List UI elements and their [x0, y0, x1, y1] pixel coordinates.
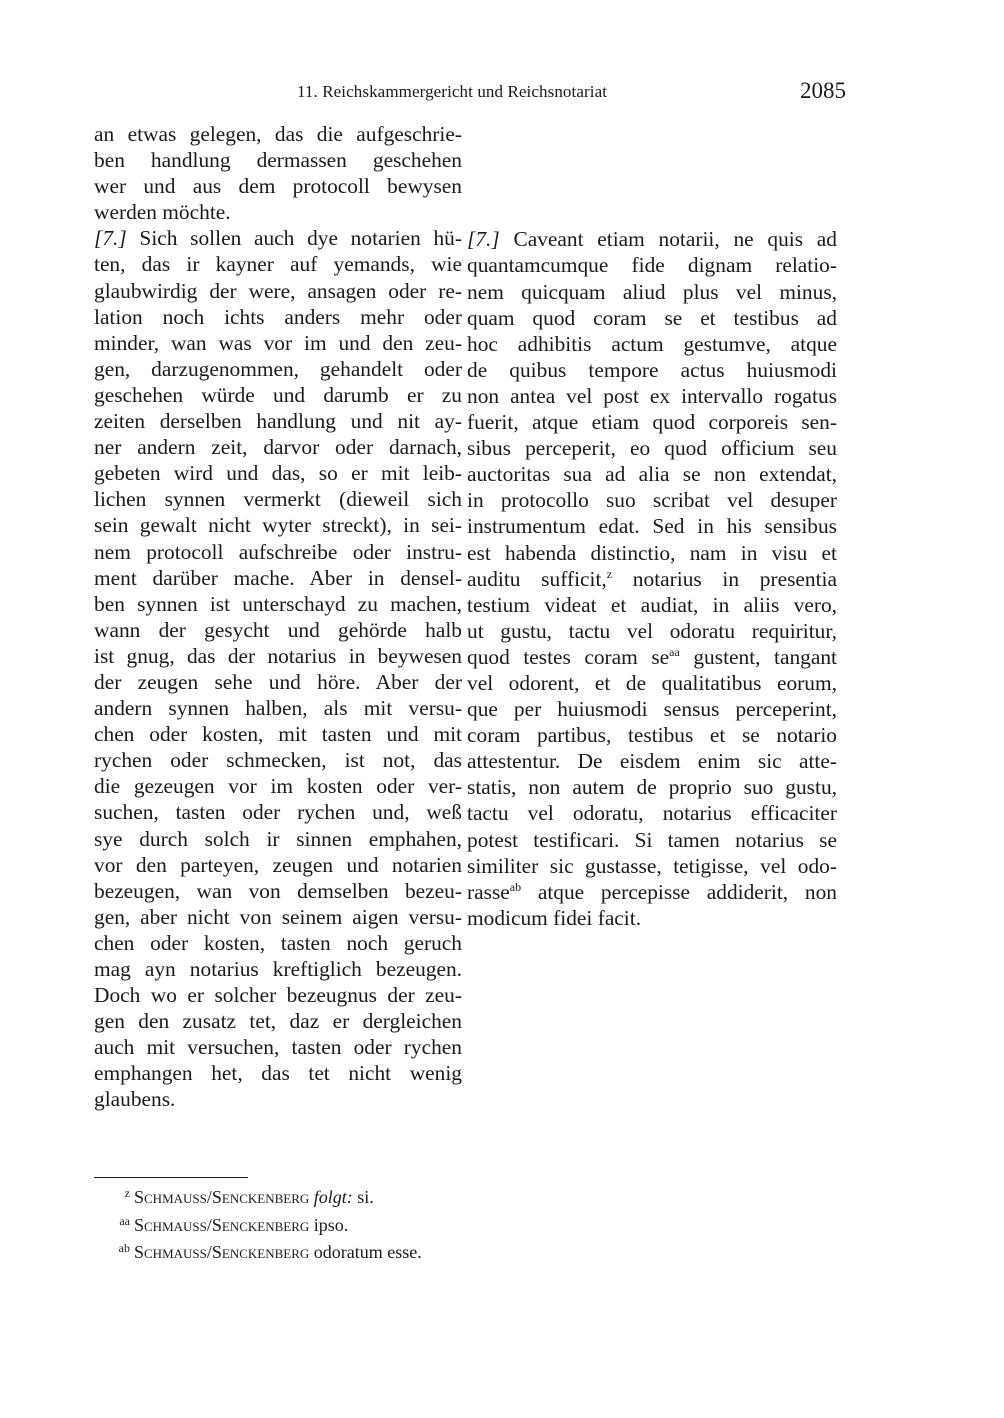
- german-text-column: [94, 121, 462, 1113]
- footnote: [94, 1210, 422, 1238]
- text-line: que per huiusmodi sensus perceperint,: [467, 697, 837, 722]
- page-number: 2085: [800, 78, 846, 103]
- footnote-note: ipso.: [309, 1214, 349, 1235]
- text-line: geschehen würde und darumb er zu: [94, 382, 462, 407]
- footnote-reference[interactable]: z: [606, 566, 613, 581]
- text-line: sye durch solch ir sinnen emphahen,: [94, 826, 462, 851]
- text-line: de quibus tempore actus huiusmodi: [467, 357, 837, 382]
- footnote-note: si.: [352, 1187, 374, 1207]
- footnote-mark: aa: [119, 1213, 130, 1228]
- text-line: auditu sufficit,$^z$ notarius in presentia: [467, 566, 837, 591]
- text-line: chen oder kosten, tasten noch geruch: [94, 930, 462, 955]
- text-line: gebeten wird und das, so er mit leib-: [94, 461, 462, 486]
- running-head: [94, 78, 846, 108]
- footnote-mark: ab: [118, 1241, 130, 1255]
- text-line: minder, wan was vor im und den zeu-: [94, 330, 462, 355]
- text-line: ten, das ir kayner auf yemands, wie: [94, 252, 462, 277]
- text-line: ment darüber mache. Aber in densel-: [94, 565, 462, 590]
- text-line: sibus perceperit, eo quod officium seu: [467, 436, 837, 461]
- text-line: an etwas gelegen, das die aufgeschrie-: [94, 122, 462, 146]
- text-line: nem protocoll aufschreibe oder instru-: [94, 539, 462, 564]
- footnote-reference[interactable]: ab: [509, 879, 522, 894]
- text-line: hoc adhibitis actum gestumve, atque: [467, 331, 837, 356]
- text-line: in protocollo suo scribat vel desuper: [467, 488, 837, 513]
- text-line: ut gustu, tactu vel odoratu requiritur,: [467, 618, 837, 643]
- text-line: ner andern zeit, darvor oder darnach,: [94, 435, 462, 460]
- text-line: testium videat et audiat, in aliis vero,: [467, 592, 837, 617]
- footnote-note: odoratum esse.: [309, 1242, 422, 1262]
- text-line: tactu vel odoratu, notarius efficaciter: [467, 801, 837, 826]
- text-line: gen, aber nicht von seinem aigen versu-: [94, 904, 462, 929]
- text-line: vor den parteyen, zeugen und notarien: [94, 852, 462, 877]
- text-line: quam quod coram se et testibus ad: [467, 305, 837, 330]
- text-line: lation noch ichts anders mehr oder: [94, 304, 462, 329]
- text-line: ben synnen ist unterschayd zu machen,: [94, 591, 462, 616]
- footnote-mark: z: [124, 1186, 130, 1200]
- text-line: die gezeugen vor im kosten oder ver-: [94, 774, 462, 799]
- text-line: auctoritas sua ad alia se non extendat,: [467, 462, 837, 487]
- text-line: wer und aus dem protocoll bewysen: [94, 174, 462, 199]
- text-line: rasse$^{ab}$ atque percepisse addiderit, non: [467, 879, 837, 904]
- footnote-note-italic: folgt:: [313, 1187, 353, 1207]
- footnote-source: Schmauss/Senckenberg: [134, 1187, 310, 1207]
- running-title-text: 11. Reichskammergericht und Reichsnotariat: [296, 82, 608, 101]
- text-line: lichen synnen vermerkt (dieweil sich: [94, 487, 462, 512]
- text-line: mag ayn notarius kreftiglich bezeugen.: [94, 957, 462, 981]
- text-line: rychen oder schmecken, ist not, das: [94, 748, 462, 773]
- text-line: instrumentum edat. Sed in his sensibus: [467, 514, 837, 539]
- footnote: [94, 1237, 422, 1265]
- text-line: potest testificari. Si tamen notarius se: [467, 827, 837, 852]
- text-line: andern synnen halben, als mit versu-: [94, 696, 462, 721]
- footnote-reference[interactable]: aa: [669, 644, 680, 659]
- text-line: coram partibus, testibus et se notario: [467, 723, 837, 748]
- text-line: ist gnug, das der notarius in beywesen: [94, 643, 462, 668]
- text-line: fuerit, atque etiam quod corporeis sen-: [467, 410, 837, 435]
- text-line: wann der gesycht und gehörde halb: [94, 617, 462, 642]
- text-line: statis, non autem de proprio suo gustu,: [467, 775, 837, 800]
- text-line: zeiten derselben handlung und nit ay-: [94, 409, 462, 434]
- text-line: est habenda distinctio, nam in visu et: [467, 540, 837, 565]
- text-line: non antea vel post ex intervallo rogatus: [467, 383, 837, 408]
- text-line: similiter sic gustasse, tetigisse, vel odo-: [467, 853, 837, 878]
- footnote-source: Schmauss/Senckenberg: [134, 1242, 310, 1262]
- text-line: modicum fidei facit.: [467, 905, 642, 930]
- footnote-source: Schmauss/Senckenberg: [134, 1214, 310, 1235]
- text-line: auch mit versuchen, tasten oder rychen: [94, 1035, 462, 1060]
- text-line: [7.] Sich sollen auch dye notarien hü-: [94, 226, 462, 251]
- footnotes: [94, 1182, 422, 1265]
- text-line: chen oder kosten, mit tasten und mit: [94, 722, 462, 747]
- latin-text-column: [467, 226, 837, 931]
- text-line: attestentur. De eisdem enim sic atte-: [467, 749, 837, 774]
- text-line: glaubens.: [94, 1087, 176, 1112]
- text-line: gen, darzugenommen, gehandelt oder: [94, 356, 462, 381]
- text-line: quantamcumque fide dignam relatio-: [467, 253, 837, 278]
- paragraph-marker: [7.]: [94, 226, 127, 251]
- footnote: [94, 1182, 422, 1210]
- text-line: suchen, tasten oder rychen und, weß: [94, 800, 462, 825]
- text-line: glaubwirdig der were, ansagen oder re-: [94, 278, 462, 303]
- text-line: quod testes coram $se^{aa}$ gustent, tangant: [467, 644, 837, 669]
- paragraph-marker: [7.]: [467, 227, 500, 252]
- running-title: [94, 82, 846, 102]
- text-line: bezeugen, wan von demselben bezeu-: [94, 878, 462, 903]
- text-line: nem quicquam aliud plus vel minus,: [467, 279, 837, 304]
- text-line: Doch wo er solcher bezeugnus der zeu-: [94, 983, 462, 1008]
- text-line: sein gewalt nicht wyter streckt), in sei-: [94, 513, 462, 538]
- text-line: vel odorent, et de qualitatibus eorum,: [467, 670, 837, 695]
- text-line: gen den zusatz tet, daz er dergleichen: [94, 1009, 462, 1034]
- text-line: ben handlung dermassen geschehen: [94, 148, 462, 173]
- text-line: [7.] Caveant etiam notarii, ne quis ad: [467, 227, 837, 252]
- text-line: emphangen het, das tet nicht wenig: [94, 1061, 462, 1086]
- footnote-rule: [94, 1177, 248, 1178]
- text-line: der zeugen sehe und höre. Aber der: [94, 669, 462, 694]
- text-line: werden möchte.: [94, 200, 231, 225]
